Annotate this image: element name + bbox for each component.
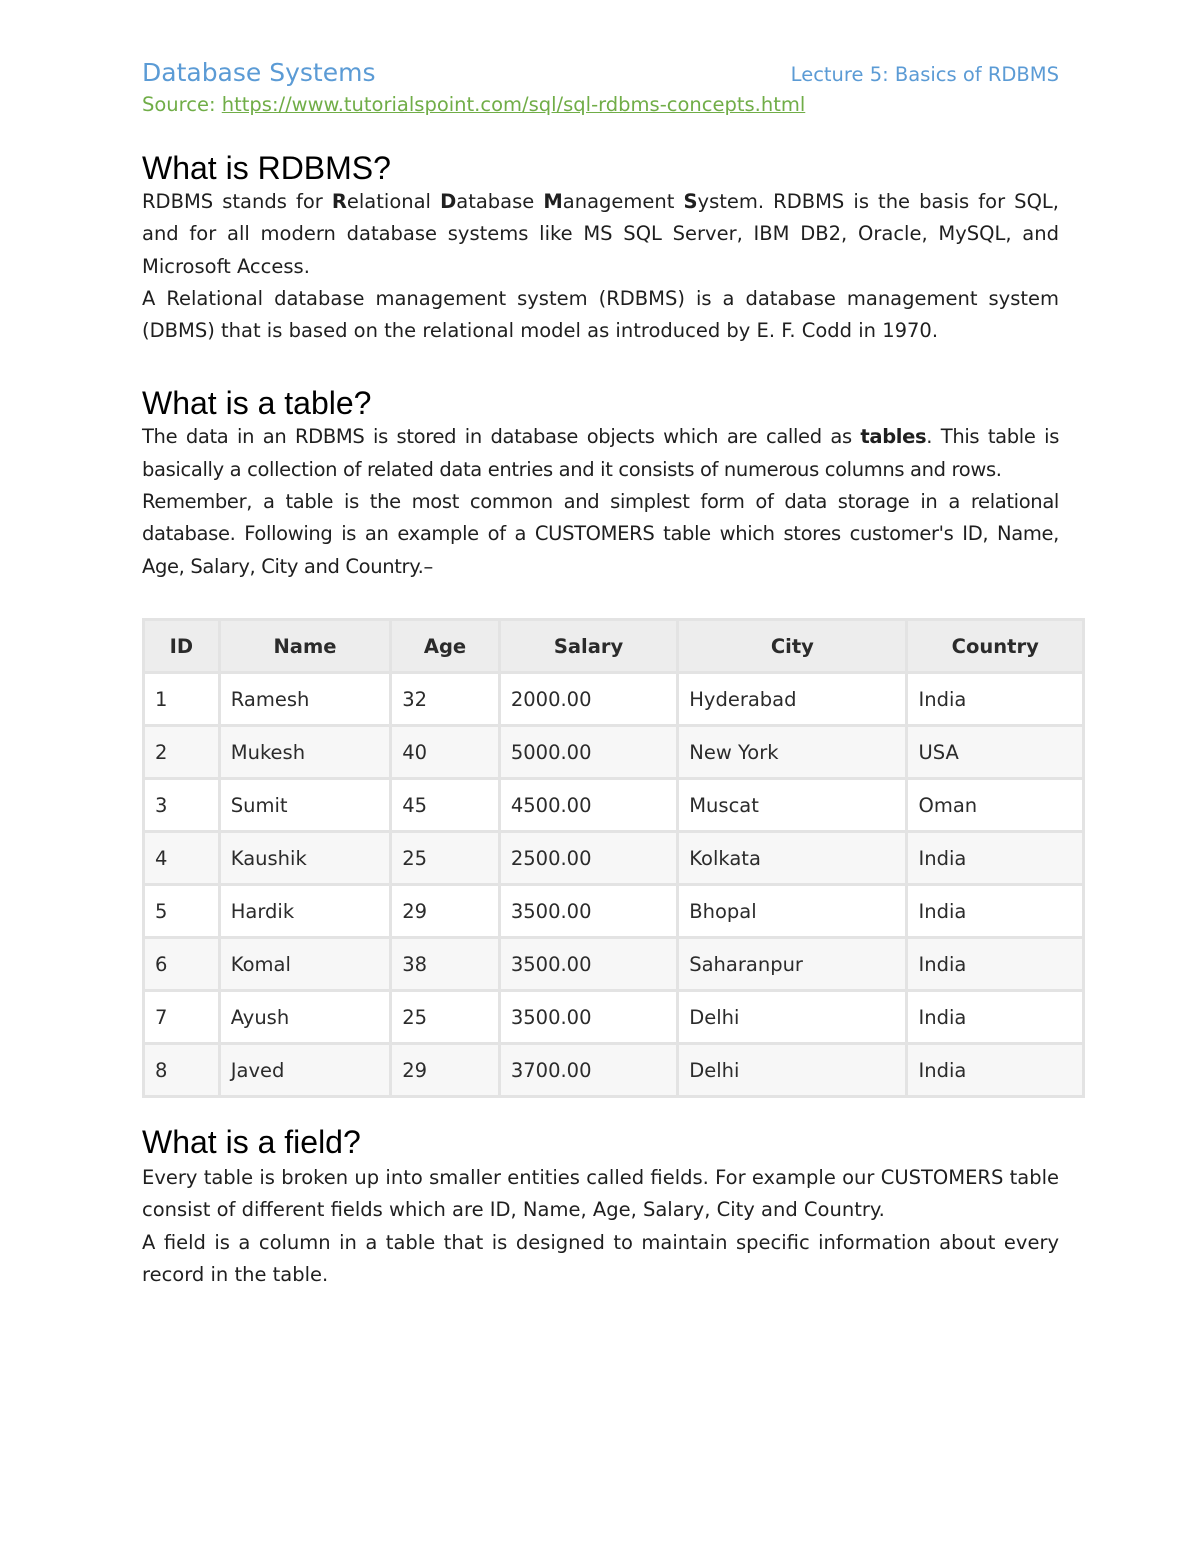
table-header-row [144,620,1084,673]
table-cell-salary: 3700.00 [499,1044,677,1097]
table-cell-name: Ramesh [219,673,390,726]
table-cell-city: Muscat [678,779,907,832]
table-cell-name: Kaushik [219,832,390,885]
column-header-city: City [678,620,907,673]
lecture-title: Lecture 5: Basics of RDBMS [790,63,1059,86]
table-cell-salary: 3500.00 [499,938,677,991]
table-cell-country: Oman [907,779,1084,832]
table-cell-id: 2 [144,726,220,779]
table-cell-id: 8 [144,1044,220,1097]
table-cell-name: Ayush [219,991,390,1044]
table-cell-name: Komal [219,938,390,991]
table-cell-salary: 5000.00 [499,726,677,779]
table-cell-age: 29 [391,885,500,938]
table-row [144,726,1084,779]
source-link[interactable]: https://www.tutorialspoint.com/sql/sql-rdbms-concepts.html [221,93,806,116]
table-cell-name: Hardik [219,885,390,938]
table-cell-city: Saharanpur [678,938,907,991]
table-row [144,885,1084,938]
table-cell-id: 4 [144,832,220,885]
table-cell-city: Delhi [678,991,907,1044]
table-cell-country: India [907,1044,1084,1097]
table-cell-city: Kolkata [678,832,907,885]
table-cell-age: 32 [391,673,500,726]
table-cell-city: Delhi [678,1044,907,1097]
field-section [142,1124,1059,1291]
rdbms-paragraph-1: RDBMS stands for Relational Database Management System. RDBMS is the basis for SQL, and for all modern database systems like MS SQL Server, IBM DB2, Oracle, MySQL, and Microsoft Access. [142,190,1059,278]
table-cell-country: India [907,885,1084,938]
table-row [144,779,1084,832]
table-row [144,673,1084,726]
table-cell-age: 38 [391,938,500,991]
table-cell-salary: 2000.00 [499,673,677,726]
table-body [144,673,1084,1097]
table-cell-age: 25 [391,832,500,885]
table-cell-age: 25 [391,991,500,1044]
heading-what-is-rdbms: What is RDBMS? [142,150,391,186]
table-cell-name: Mukesh [219,726,390,779]
source-label: Source: [142,93,222,116]
table-cell-country: India [907,832,1084,885]
table-cell-country: India [907,673,1084,726]
table-cell-id: 6 [144,938,220,991]
table-cell-salary: 3500.00 [499,991,677,1044]
table-cell-city: Hyderabad [678,673,907,726]
table-row [144,991,1084,1044]
table-cell-country: India [907,938,1084,991]
table-cell-country: USA [907,726,1084,779]
heading-what-is-a-field: What is a field? [142,1124,361,1160]
course-title: Database Systems [142,58,376,87]
tables-term: tables [860,425,927,449]
column-header-salary: Salary [499,620,677,673]
table-cell-age: 29 [391,1044,500,1097]
field-paragraph-1: Every table is broken up into smaller entities called fields. For example our CUSTOMERS table consist of different fields which are ID, Name, Age, Salary, City and Country. [142,1166,1059,1222]
table-row [144,832,1084,885]
table-cell-id: 3 [144,779,220,832]
table-cell-age: 45 [391,779,500,832]
table-cell-id: 7 [144,991,220,1044]
table-cell-name: Javed [219,1044,390,1097]
table-cell-name: Sumit [219,779,390,832]
table-cell-id: 5 [144,885,220,938]
table-cell-id: 1 [144,673,220,726]
table-row [144,938,1084,991]
table-cell-country: India [907,991,1084,1044]
column-header-country: Country [907,620,1084,673]
field-paragraph-2: A field is a column in a table that is designed to maintain specific information about every record in the table. [142,1230,1059,1286]
column-header-age: Age [391,620,500,673]
table-paragraph-2: Remember, a table is the most common and simplest form of data storage in a relational database. Following is an example of a CUSTOMERS table which stores customer's ID, Name, Age, Salary, City and Country.– [142,490,1059,578]
page-header [142,58,1059,87]
source-line [142,93,1059,116]
table-cell-city: New York [678,726,907,779]
heading-what-is-a-table: What is a table? [142,385,372,422]
table-cell-city: Bhopal [678,885,907,938]
page-content [142,58,1059,583]
table-cell-salary: 3500.00 [499,885,677,938]
column-header-id: ID [144,620,220,673]
table-cell-salary: 2500.00 [499,832,677,885]
column-header-name: Name [219,620,390,673]
table-paragraph-1: The data in an RDBMS is stored in database objects which are called as tables. This table is basically a collection of related data entries and it consists of numerous columns and rows. [142,425,1060,481]
customers-table [142,618,1085,1098]
table-row [144,1044,1084,1097]
rdbms-paragraph-2: A Relational database management system (RDBMS) is a database management system (DBMS) that is based on the relational model as introduced by E. F. Codd in 1970. [142,286,1059,343]
table-cell-salary: 4500.00 [499,779,677,832]
table-cell-age: 40 [391,726,500,779]
